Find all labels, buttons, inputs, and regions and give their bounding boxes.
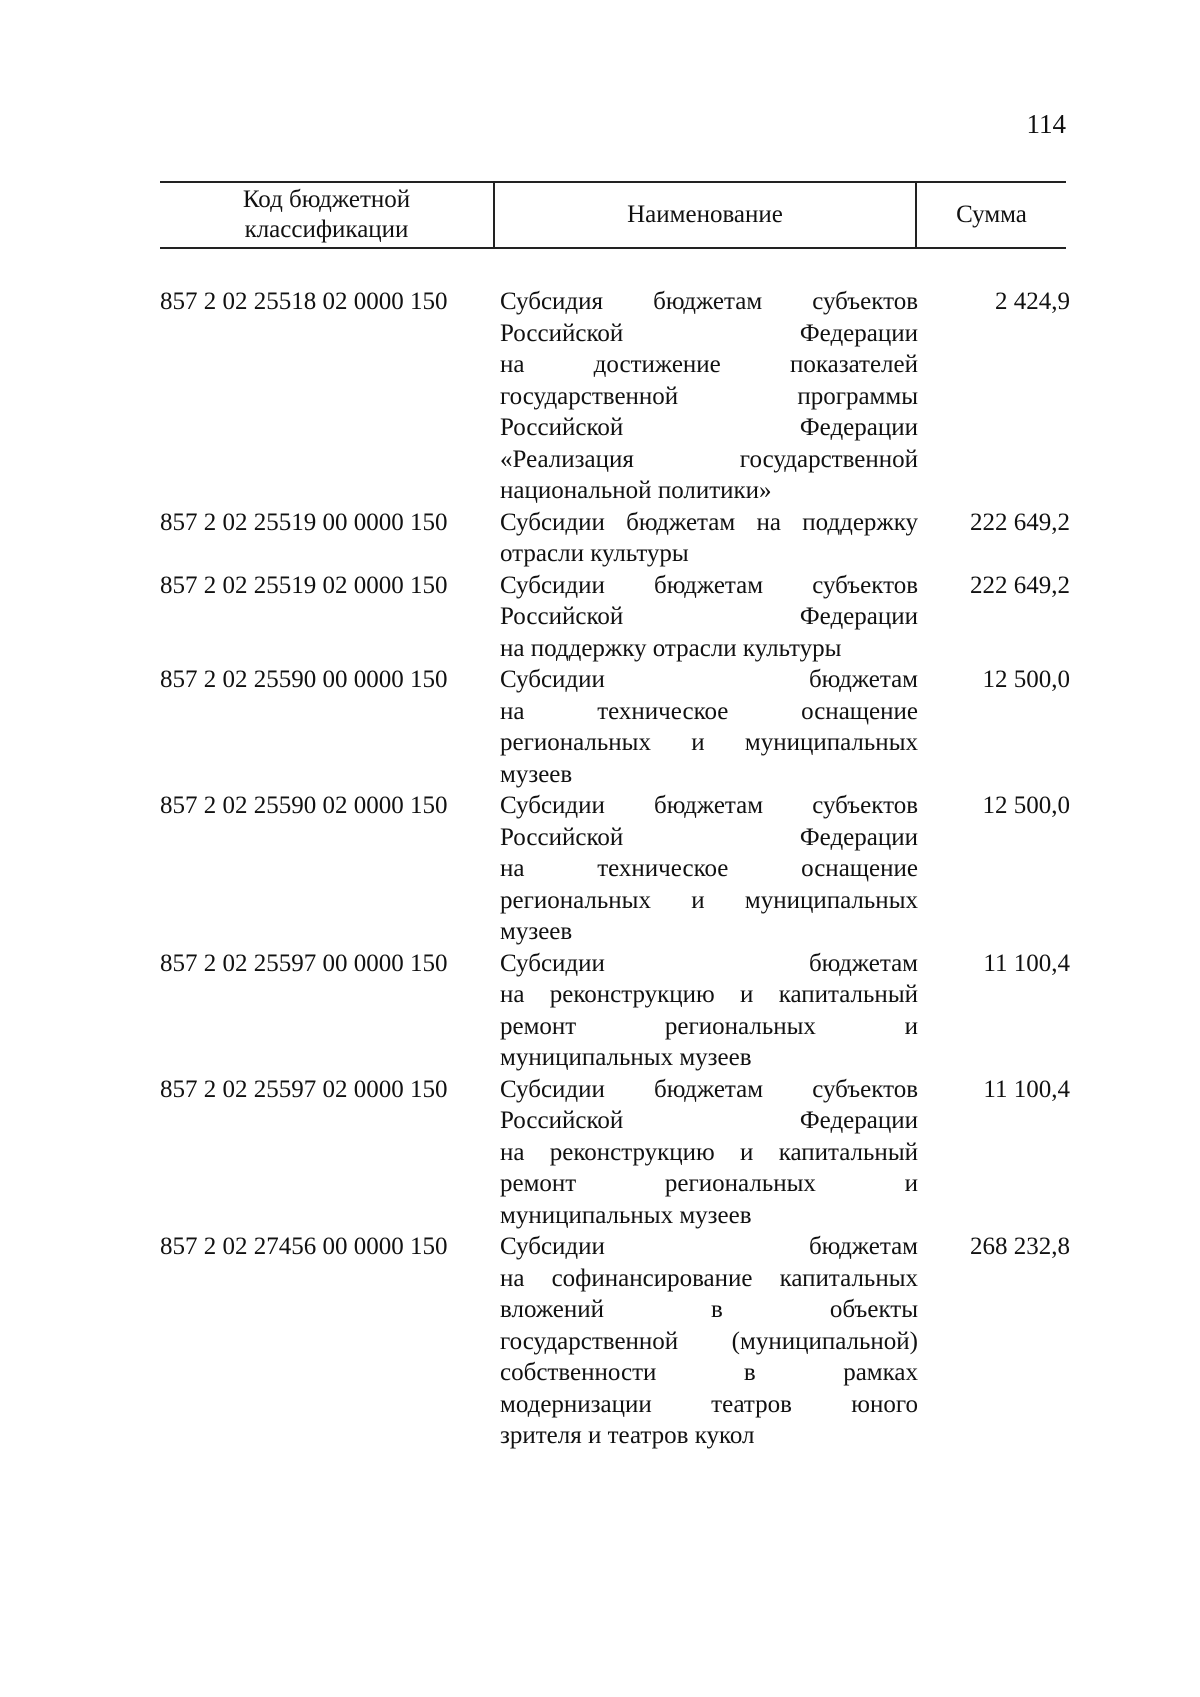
item-name-line: музеев (500, 760, 573, 788)
table-row (160, 1074, 1070, 1232)
item-name-line: Субсидии бюджетам субъектов (500, 792, 918, 819)
item-sum: 11 100,4 (983, 949, 1070, 977)
budget-code: 857 2 02 25597 00 0000 150 (160, 949, 448, 977)
item-name-line: муниципальных музеев (500, 1201, 752, 1229)
item-name (500, 948, 918, 1074)
item-name-line: Субсидии бюджетам (500, 666, 918, 693)
item-name-line: отрасли культуры (500, 540, 689, 567)
item-name-line: музеев (500, 918, 573, 945)
table-body (160, 286, 1070, 1452)
item-sum: 12 500,0 (982, 792, 1070, 819)
page-number: 114 (1026, 109, 1066, 139)
table-row (160, 664, 1070, 790)
item-name-line: на поддержку отрасли культуры (500, 634, 842, 662)
item-name-line: Российской Федерации (500, 414, 918, 441)
table-row (160, 570, 1070, 665)
item-name (500, 570, 918, 665)
item-name-line: ремонт региональных и (500, 1170, 918, 1197)
item-name-line: ремонт региональных и (500, 1012, 918, 1040)
item-name-line: Субсидии бюджетам (500, 1233, 918, 1260)
item-name-line: государственной (муниципальной) (500, 1327, 918, 1355)
item-name-line: вложений в объекты (500, 1296, 918, 1323)
item-sum: 11 100,4 (983, 1075, 1070, 1103)
item-name (500, 1231, 918, 1452)
item-name-line: Субсидии бюджетам на поддержку (500, 508, 918, 536)
item-sum: 222 649,2 (970, 571, 1070, 599)
item-sum: 2 424,9 (995, 288, 1070, 315)
budget-code: 857 2 02 25519 00 0000 150 (160, 508, 448, 536)
header-name: Наименование (493, 183, 917, 247)
item-name (500, 664, 918, 790)
item-name-line: национальной политики» (500, 477, 772, 504)
table-row (160, 790, 1070, 948)
table-row (160, 948, 1070, 1074)
item-name-line: на реконструкцию и капитальный (500, 1138, 918, 1166)
item-name-line: муниципальных музеев (500, 1044, 752, 1071)
item-name-line: Субсидия бюджетам субъектов (500, 288, 918, 315)
item-name-line: «Реализация государственной (500, 445, 918, 473)
item-name-line: на реконструкцию и капитальный (500, 981, 918, 1008)
item-name-line: региональных и муниципальных (500, 886, 918, 914)
item-name (500, 790, 918, 948)
item-name-line: модернизации театров юного (500, 1390, 918, 1418)
item-sum: 268 232,8 (970, 1233, 1070, 1260)
item-name-line: государственной программы (500, 382, 918, 410)
table-row (160, 507, 1070, 570)
item-sum: 12 500,0 (982, 666, 1070, 693)
item-name-line: Субсидии бюджетам (500, 949, 918, 977)
item-name-line: собственности в рамках (500, 1359, 918, 1386)
item-name-line: зрителя и театров кукол (500, 1422, 755, 1449)
item-name-line: на техническое оснащение (500, 855, 918, 882)
item-name-line: Российской Федерации (500, 603, 918, 630)
item-name-line: Российской Федерации (500, 1107, 918, 1134)
budget-code: 857 2 02 25518 02 0000 150 (160, 288, 448, 315)
item-name-line: Субсидии бюджетам субъектов (500, 571, 918, 599)
item-name (500, 507, 918, 570)
budget-code: 857 2 02 25597 02 0000 150 (160, 1075, 448, 1103)
item-sum: 222 649,2 (970, 508, 1070, 536)
item-name-line: на техническое оснащение (500, 697, 918, 725)
table-header (160, 181, 1066, 249)
item-name-line: на достижение показателей (500, 351, 918, 378)
item-name (500, 286, 918, 507)
item-name-line: Российской Федерации (500, 319, 918, 347)
budget-code: 857 2 02 27456 00 0000 150 (160, 1233, 448, 1260)
header-sum: Сумма (956, 201, 1027, 228)
item-name-line: региональных и муниципальных (500, 729, 918, 756)
budget-code: 857 2 02 25519 02 0000 150 (160, 571, 448, 599)
budget-code: 857 2 02 25590 00 0000 150 (160, 666, 448, 693)
item-name (500, 1074, 918, 1232)
item-name-line: Российской Федерации (500, 823, 918, 851)
item-name-line: на софинансирование капитальных (500, 1264, 918, 1292)
table-row (160, 1231, 1070, 1452)
table-row (160, 286, 1070, 507)
header-code: Код бюджетной классификации (242, 186, 411, 243)
budget-code: 857 2 02 25590 02 0000 150 (160, 792, 448, 819)
item-name-line: Субсидии бюджетам субъектов (500, 1075, 918, 1103)
